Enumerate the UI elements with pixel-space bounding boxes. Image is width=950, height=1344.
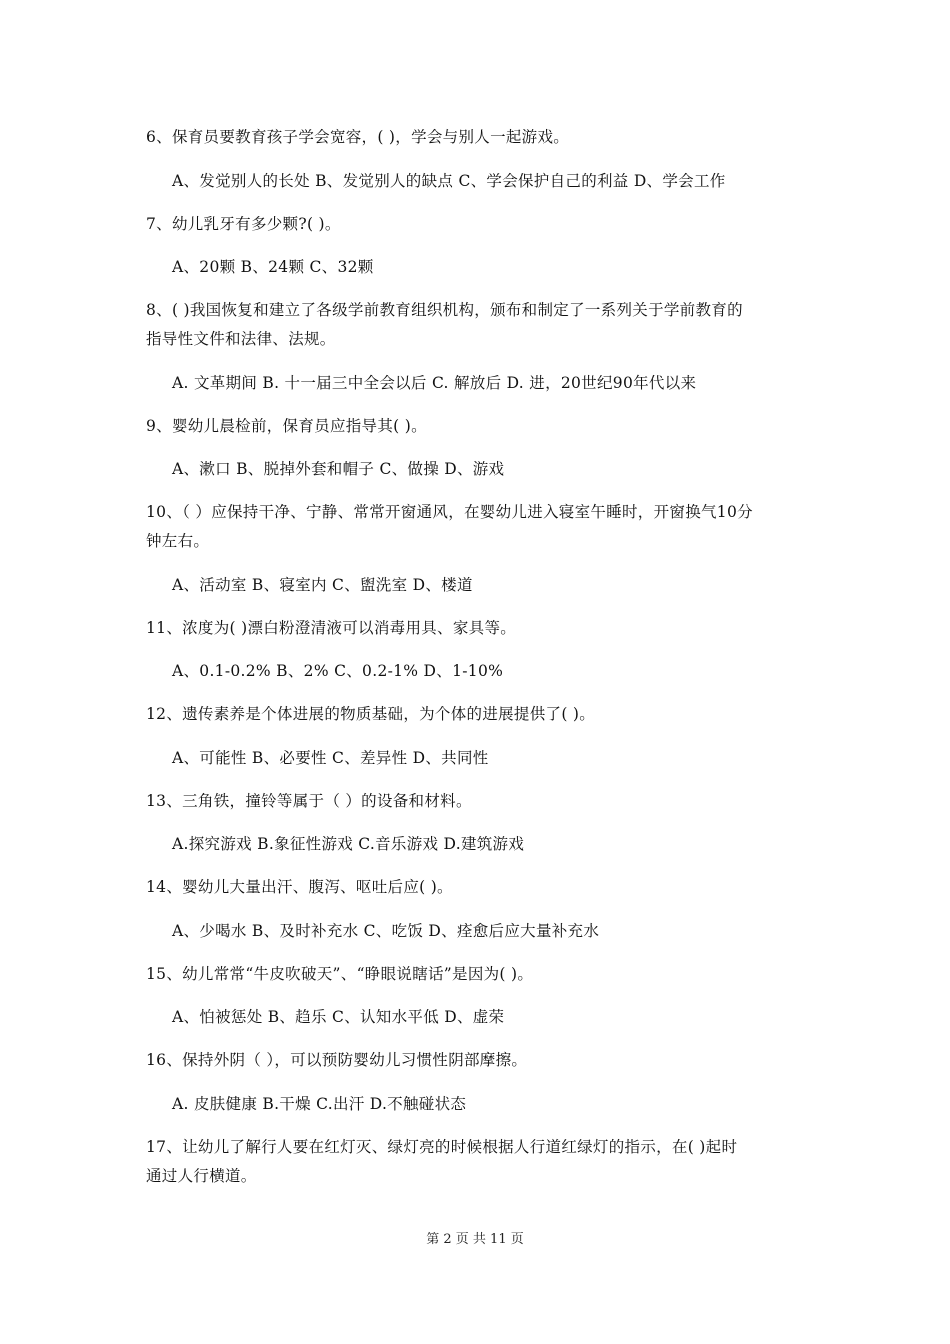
question-11-stem: 11、浓度为( )漂白粉澄清液可以消毒用具、家具等。 bbox=[146, 619, 517, 637]
question-8-options: A. 文革期间 B. 十一届三中全会以后 C. 解放后 D. 进，20世纪90年代以来 bbox=[172, 374, 697, 392]
question-9-options: A、漱口 B、脱掉外套和帽子 C、做操 D、游戏 bbox=[172, 460, 505, 478]
question-13-options: A.探究游戏 B.象征性游戏 C.音乐游戏 D.建筑游戏 bbox=[172, 835, 525, 853]
question-16-stem: 16、保持外阴（ ），可以预防婴幼儿习惯性阴部摩擦。 bbox=[146, 1051, 528, 1069]
question-12-stem: 12、遗传素养是个体进展的物质基础，为个体的进展提供了( )。 bbox=[146, 705, 596, 723]
question-10-options: A、活动室 B、寝室内 C、盥洗室 D、楼道 bbox=[172, 576, 473, 594]
question-16-options: A. 皮肤健康 B.干燥 C.出汗 D.不触碰状态 bbox=[172, 1095, 467, 1113]
question-9-stem: 9、婴幼儿晨检前，保育员应指导其( )。 bbox=[146, 417, 427, 435]
question-7-options: A、20颗 B、24颗 C、32颗 bbox=[172, 258, 374, 276]
question-7-stem: 7、幼儿乳牙有多少颗?( )。 bbox=[146, 215, 341, 233]
question-6-stem: 6、保育员要教育孩子学会宽容，( )，学会与别人一起游戏。 bbox=[146, 128, 570, 146]
question-17-stem-line2: 通过人行横道。 bbox=[146, 1167, 257, 1185]
question-13-stem: 13、三角铁，撞铃等属于（ ）的设备和材料。 bbox=[146, 792, 472, 810]
question-10-stem-line1: 10、（ ）应保持干净、宁静、常常开窗通风，在婴幼儿进入寝室午睡时，开窗换气10分 bbox=[146, 503, 753, 521]
question-6-options: A、发觉别人的长处 B、发觉别人的缺点 C、学会保护自己的利益 D、学会工作 bbox=[172, 172, 726, 190]
question-11-options: A、0.1-0.2% B、2% C、0.2-1% D、1-10% bbox=[172, 662, 504, 680]
question-15-stem: 15、幼儿常常“牛皮吹破天”、“睁眼说瞎话”是因为( )。 bbox=[146, 965, 534, 983]
question-14-options: A、少喝水 B、及时补充水 C、吃饭 D、痊愈后应大量补充水 bbox=[172, 922, 600, 940]
question-12-options: A、可能性 B、必要性 C、差异性 D、共同性 bbox=[172, 749, 489, 767]
question-14-stem: 14、婴幼儿大量出汗、腹泻、呕吐后应( )。 bbox=[146, 878, 453, 896]
question-8-stem-line2: 指导性文件和法律、法规。 bbox=[146, 330, 336, 348]
question-10-stem-line2: 钟左右。 bbox=[146, 532, 210, 550]
question-15-options: A、怕被惩处 B、趋乐 C、认知水平低 D、虚荣 bbox=[172, 1008, 505, 1026]
page-number-footer: 第 2 页 共 11 页 bbox=[426, 1232, 524, 1247]
question-17-stem-line1: 17、让幼儿了解行人要在红灯灭、绿灯亮的时候根据人行道红绿灯的指示，在( )起时 bbox=[146, 1138, 738, 1156]
question-8-stem-line1: 8、( )我国恢复和建立了各级学前教育组织机构，颁布和制定了一系列关于学前教育的 bbox=[146, 301, 743, 319]
